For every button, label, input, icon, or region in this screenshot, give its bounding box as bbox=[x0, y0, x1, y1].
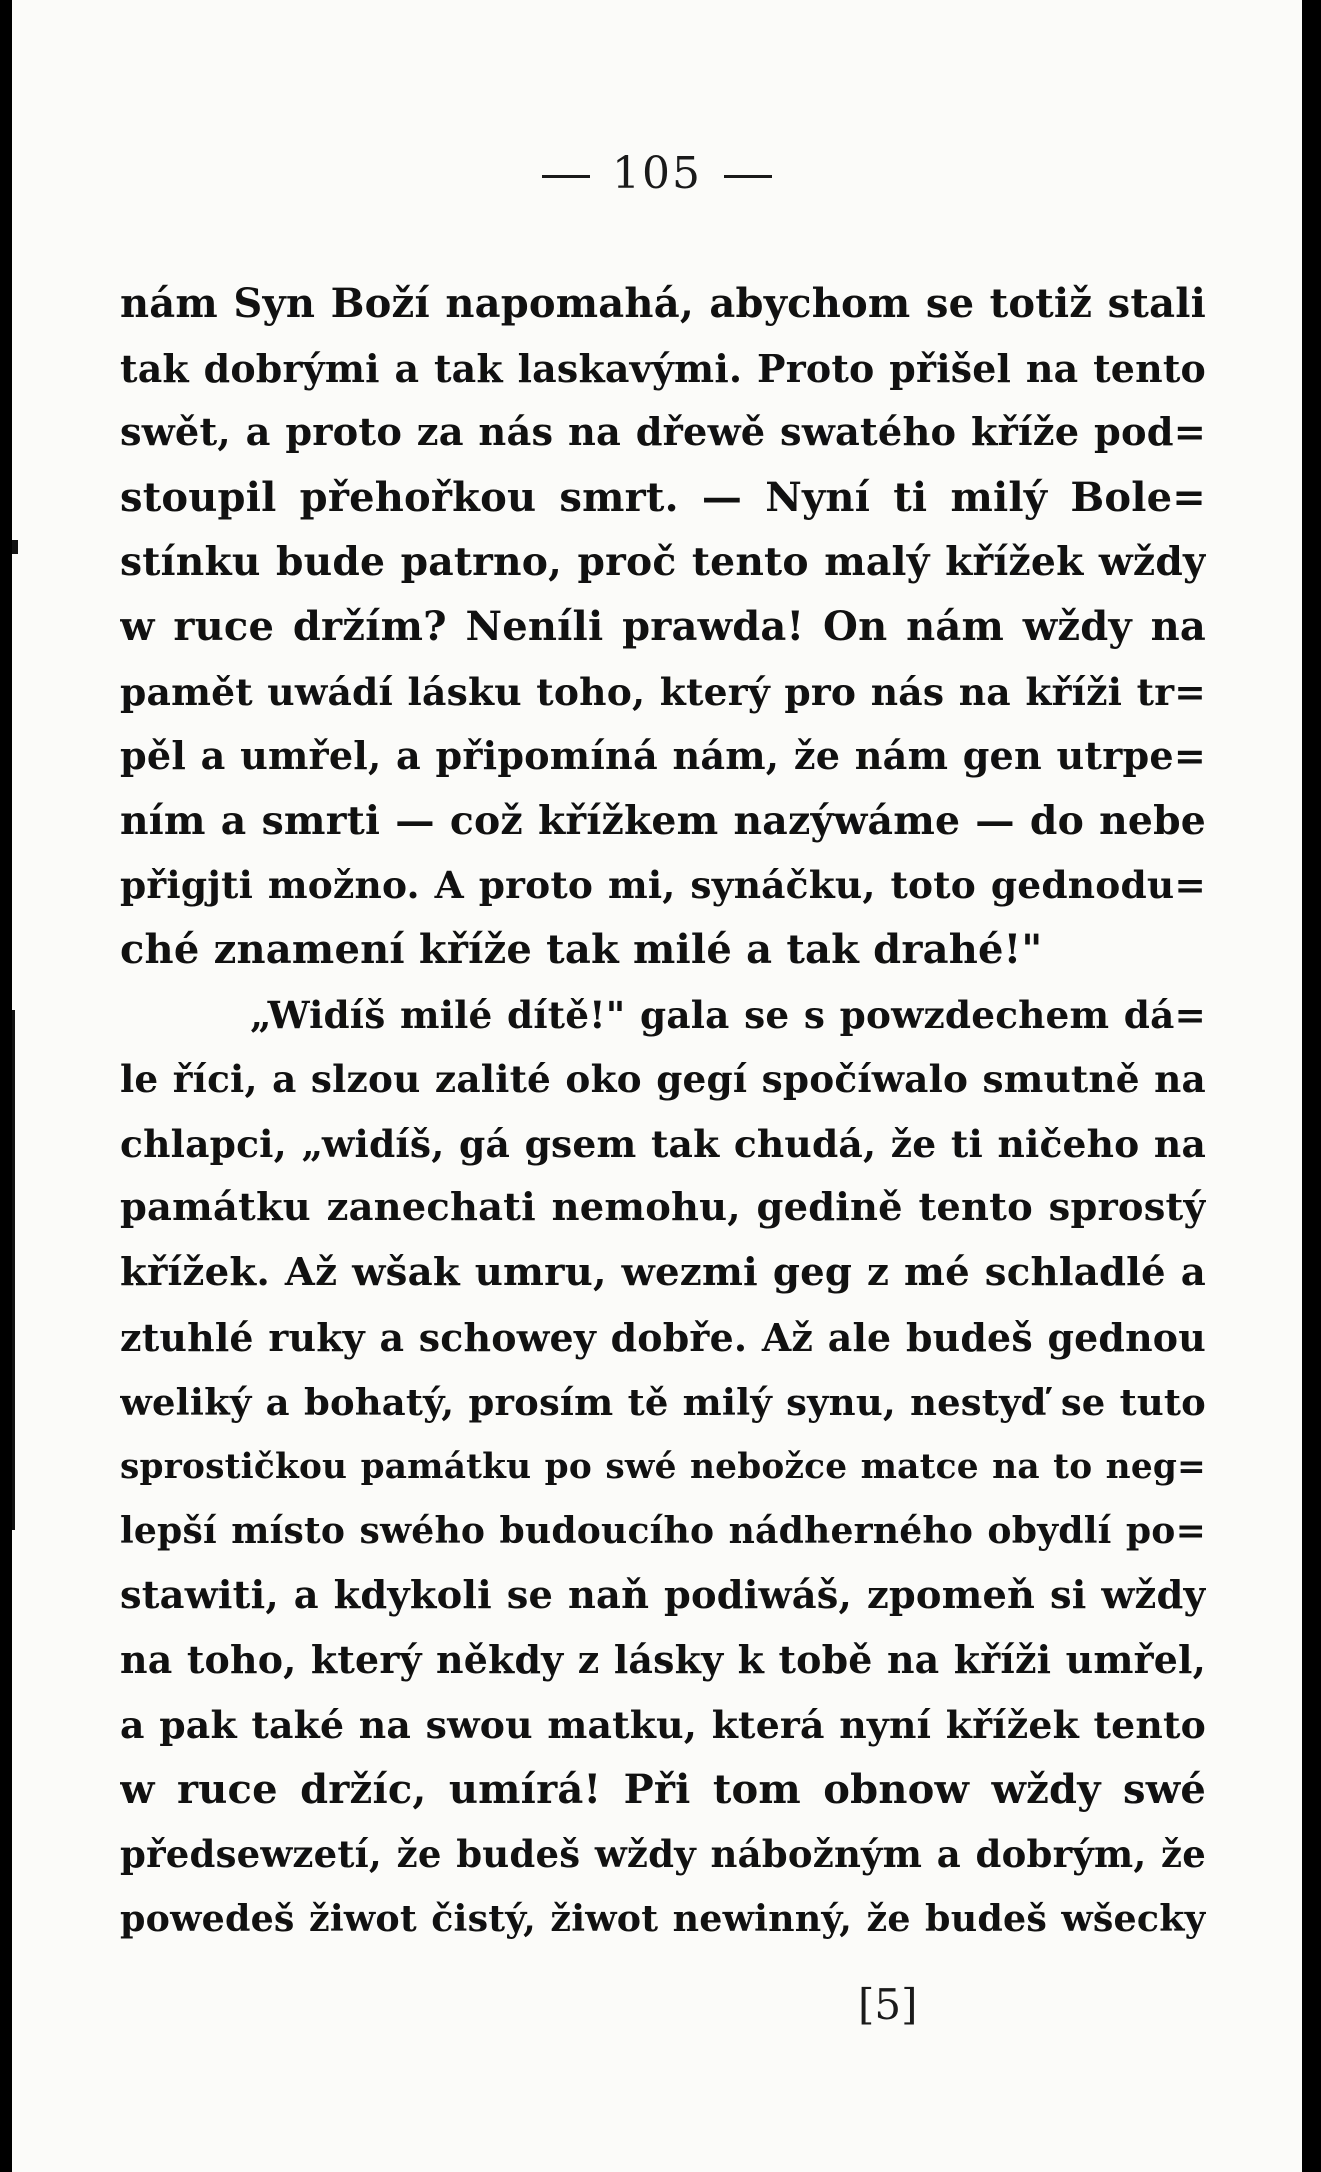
text-line: nám Syn Boží napomahá, abychom se totiž stali bbox=[120, 280, 1206, 327]
signature-mark: [5] bbox=[858, 1980, 918, 2029]
scan-edge-shadow bbox=[12, 1010, 15, 1530]
text-line: křížek. Až wšak umru, wezmi geg z mé schladlé a bbox=[120, 1249, 1206, 1295]
text-line: přigjti možno. A proto mi, synáčku, toto gednodu= bbox=[120, 863, 1206, 908]
book-page bbox=[12, 0, 1302, 2172]
text-line: ztuhlé ruky a schowey dobře. Až ale budeš gednou bbox=[120, 1314, 1206, 1360]
text-line: tak dobrými a tak laskavými. Proto přišel na tento bbox=[120, 345, 1206, 391]
scan-edge-mark bbox=[12, 540, 18, 554]
text-line: stínku bude patrno, proč tento malý křížek wždy bbox=[120, 539, 1206, 586]
header-dash-right bbox=[724, 175, 772, 178]
text-line: „Widíš milé dítě!" gala se s powzdechem dá= bbox=[250, 992, 1206, 1037]
text-line: na toho, který někdy z lásky k tobě na kříži umřel, bbox=[120, 1637, 1206, 1683]
text-line: stoupil přehořkou smrt. — Nyní ti milý Bole= bbox=[120, 473, 1206, 521]
body-text bbox=[120, 272, 1206, 1951]
page-number: 105 bbox=[612, 148, 702, 199]
text-line: le říci, a slzou zalité oko gegí spočíwalo smutně na bbox=[120, 1057, 1206, 1102]
text-line: weliký a bohatý, prosím tě milý synu, nestyď se tuto bbox=[120, 1380, 1206, 1425]
header-dash-left bbox=[542, 175, 590, 178]
text-line: stawiti, a kdykoli se naň podiwáš, zpomeň si wždy bbox=[120, 1572, 1206, 1618]
text-line: lepší místo swého budoucího nádherného obydlí po= bbox=[120, 1509, 1206, 1553]
text-line: sprostičkou památku po swé nebožce matce na to neg= bbox=[120, 1446, 1206, 1487]
text-line: powedeš žiwot čistý, žiwot newinný, že budeš wšecky bbox=[120, 1896, 1206, 1940]
text-line: w ruce držíc, umírá! Při tom obnow wždy swé bbox=[120, 1765, 1206, 1813]
text-line: swět, a proto za nás na dřewě swatého kříže pod= bbox=[120, 410, 1206, 456]
text-line: pamět uwádí lásku toho, který pro nás na kříži tr= bbox=[120, 669, 1206, 714]
text-line: pěl a umřel, a připomíná nám, že nám gen utrpe= bbox=[120, 733, 1206, 779]
text-line: w ruce držím? Neníli prawda! On nám wždy na bbox=[120, 602, 1206, 650]
text-line: ché znamení kříže tak milé a tak drahé!" bbox=[120, 925, 1043, 973]
page-header bbox=[12, 148, 1302, 199]
text-line: a pak také na swou matku, která nyní křížek tento bbox=[120, 1703, 1206, 1748]
text-line: chlapci, „widíš, gá gsem tak chudá, že ti ničeho na bbox=[120, 1121, 1206, 1166]
text-line: ním a smrti — což křížkem nazýwáme — do nebe bbox=[120, 797, 1206, 844]
text-line: památku zanechati nemohu, gedině tento sprostý bbox=[120, 1185, 1206, 1231]
text-line: předsewzetí, že budeš wždy nábožným a dobrým, že bbox=[120, 1832, 1206, 1877]
